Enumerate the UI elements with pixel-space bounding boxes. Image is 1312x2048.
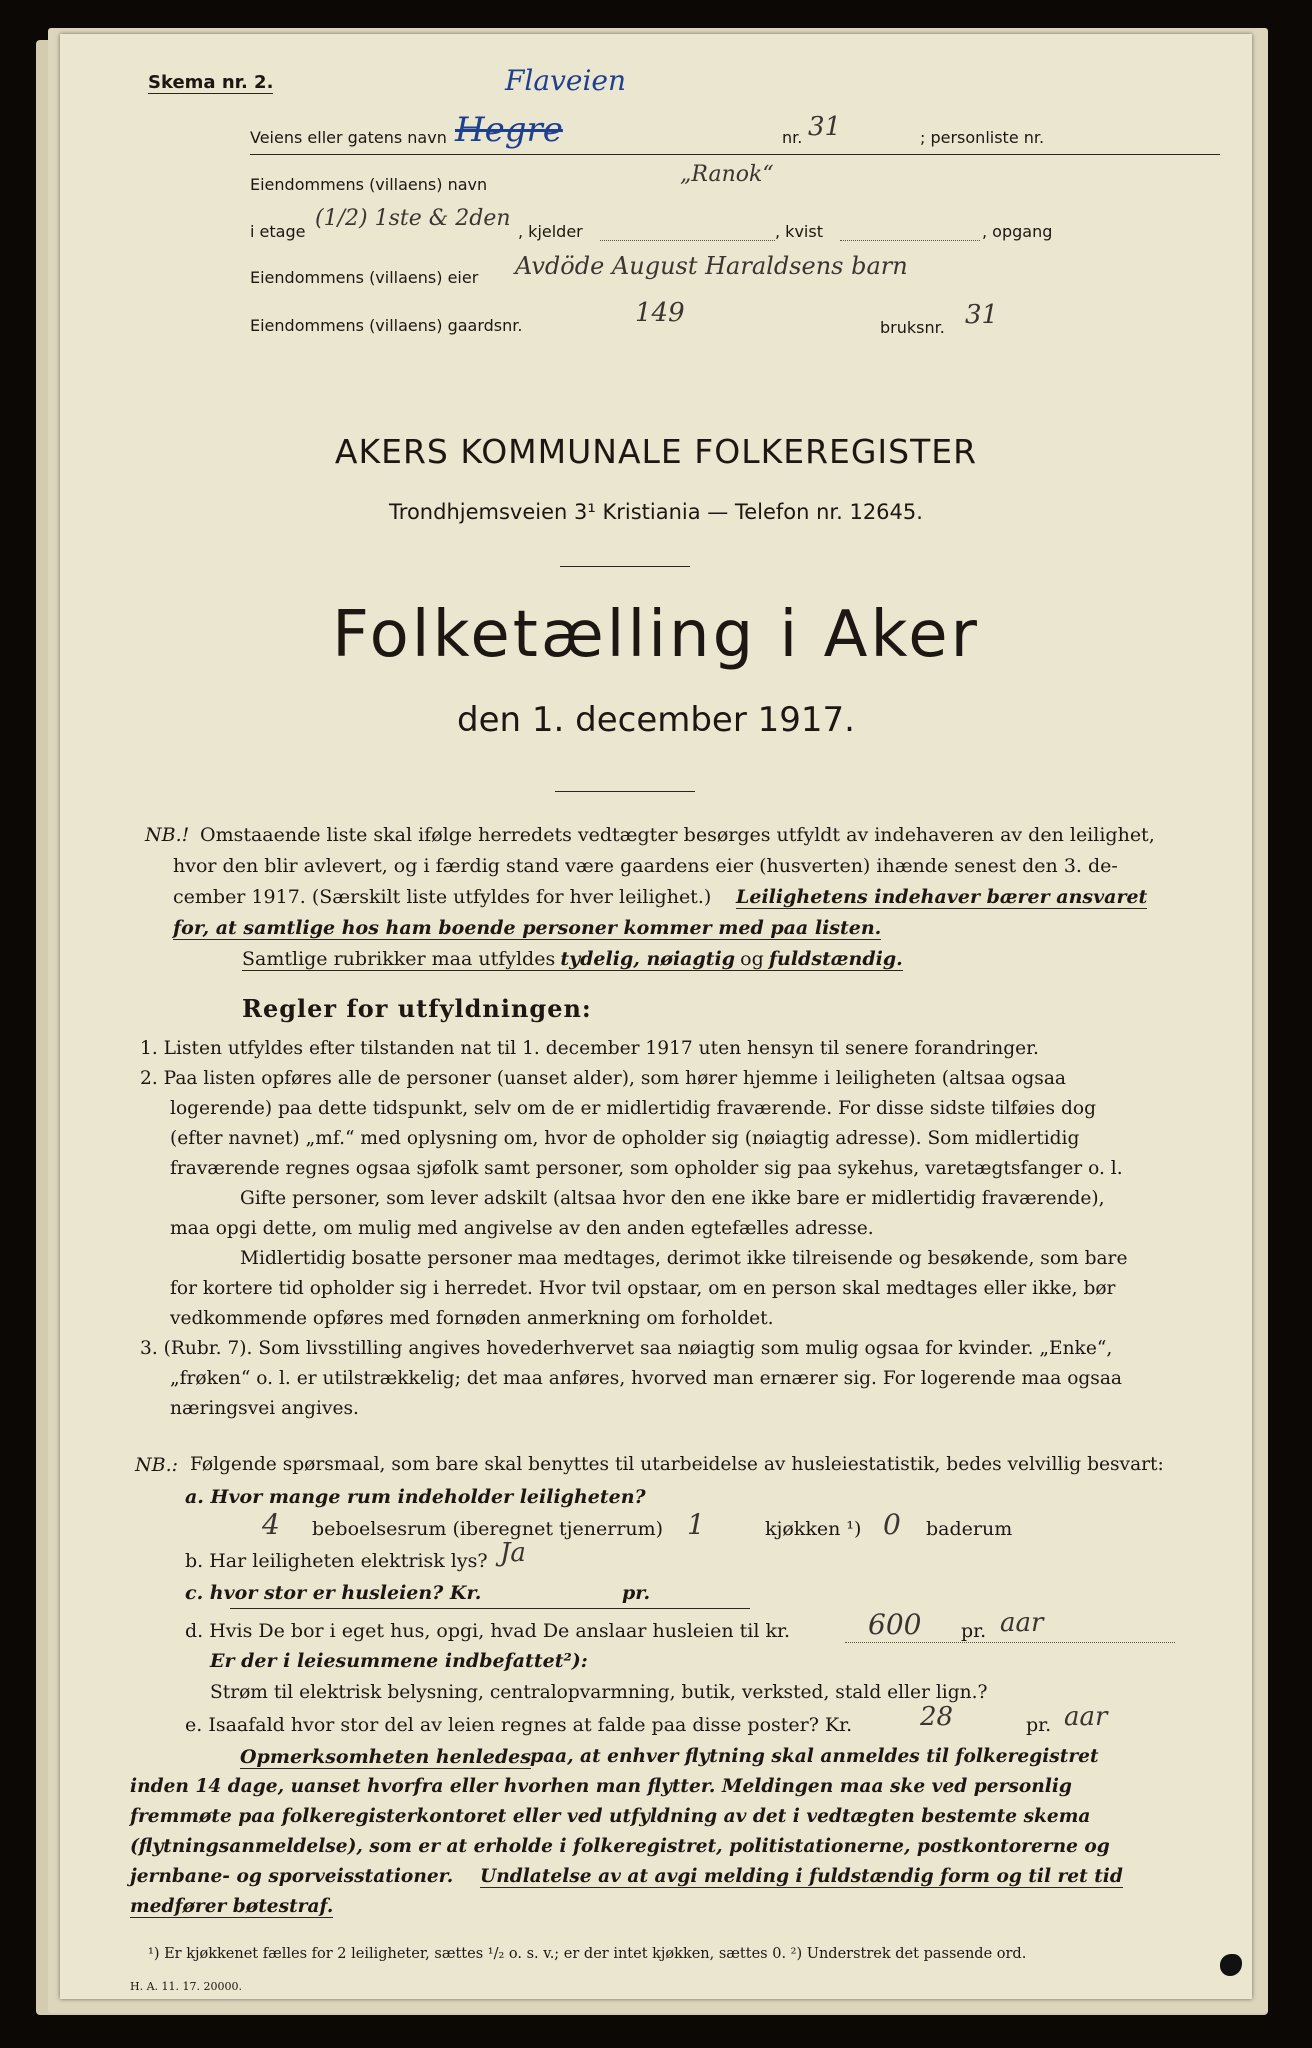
notice-2: inden 14 dage, uanset hvorfra eller hvorhen man flytter. Meldingen maa ske ved personlig: [130, 1776, 1072, 1797]
kitchen-label: kjøkken ¹): [765, 1518, 862, 1540]
nb1-line5: [242, 948, 903, 971]
question-d-sub1: Er der i leiesummene indbefattet²):: [210, 1650, 588, 1672]
rule-line: logerende) paa dette tidspunkt, selv om de er midlertidig fraværende. For disse sidste tilføies dog: [170, 1098, 1096, 1119]
personliste-label: ; personliste nr.: [920, 128, 1045, 147]
street-value-top: Flaveien: [505, 64, 627, 97]
question-c: c. hvor stor er husleien? Kr.: [185, 1582, 482, 1604]
header-rule: [250, 154, 1220, 155]
rule-line: 2. Paa listen opføres alle de personer (uanset alder), som hører hjemme i leiligheten (altsaa ogsaa: [140, 1068, 1067, 1089]
rule-line: næringsvei angives.: [170, 1398, 359, 1419]
nr-label: nr.: [782, 128, 803, 147]
divider-1: [560, 566, 690, 567]
question-e: e. Isaafald hvor stor del av leien regnes at falde paa disse poster? Kr.: [185, 1714, 853, 1736]
nb1-line1: Omstaaende liste skal ifølge herredets vedtægter besørges utfyldt av indehaveren av den leilighet,: [200, 824, 1155, 846]
nb1-line5a: Samtlige rubrikker maa utfyldes: [242, 948, 556, 970]
notice-3: fremmøte paa folkeregisterkontoret eller ved utfyldning av det i vedtægten bestemte skema: [130, 1806, 1091, 1827]
kjelder-line: [600, 240, 775, 241]
notice-4: (flytningsanmeldelse), som er at erholde i folkeregistret, politistationerne, postkontorerne og: [130, 1836, 1110, 1857]
rule-line: for kortere tid opholder sig i herredet. Hvor tvil opstaar, om en person skal medtages eller ikke, bør: [170, 1278, 1116, 1299]
utility-unit: aar: [1064, 1702, 1108, 1732]
print-code: H. A. 11. 17. 20000.: [130, 1980, 242, 1993]
divider-2: [555, 791, 695, 792]
etage-label: i etage: [250, 222, 306, 241]
notice-1b: paa, at enhver flytning skal anmeldes til folkeregistret: [530, 1746, 1099, 1767]
notice-5a: jernbane- og sporveisstationer.: [130, 1866, 454, 1887]
electric-light-value: Ja: [500, 1538, 526, 1568]
bruksnr-value: 31: [965, 300, 999, 330]
nb1-line4: for, at samtlige hos ham boende personer kommer med paa listen.: [173, 917, 882, 939]
own-house-rent-value: 600: [868, 1608, 922, 1641]
rules-heading: Regler for utfyldningen:: [242, 994, 592, 1023]
bath-label: baderum: [926, 1518, 1013, 1540]
own-house-pr-label: pr.: [961, 1620, 987, 1642]
kvist-line: [840, 240, 980, 241]
ink-blot: [1220, 1954, 1242, 1976]
nb1-line3b: Leilighetens indehaver bærer ansvaret: [736, 886, 1148, 908]
nb1-line5b: tydelig, nøiagtig: [560, 948, 736, 970]
notice-1a: Opmerksomheten henledes: [240, 1746, 531, 1768]
question-d-sub2: Strøm til elektrisk belysning, centralopvarmning, butik, verksted, stald eller lign.?: [210, 1682, 988, 1703]
utility-pr-label: pr.: [1026, 1714, 1052, 1736]
rent-pr-label: pr.: [622, 1582, 651, 1604]
census-date: den 1. december 1917.: [457, 700, 855, 740]
owner-label: Eiendommens (villaens) eier: [250, 268, 479, 287]
kitchen-value: 1: [687, 1508, 705, 1541]
rent-underline: [230, 1608, 750, 1609]
gaardsnr-value: 149: [635, 298, 685, 328]
own-house-unit: aar: [1000, 1608, 1044, 1638]
org-address: Trondhjemsveien 3¹ Kristiania — Telefon nr. 12645.: [389, 500, 923, 524]
street-label: Veiens eller gatens navn: [250, 128, 447, 147]
rule-line: 3. (Rubr. 7). Som livsstilling angives hovederhvervet saa nøiagtig som mulig ogsaa for kvinder. „Enke“,: [140, 1338, 1113, 1359]
nb1-line5c: og: [740, 948, 764, 970]
gaardsnr-label: Eiendommens (villaens) gaardsnr.: [250, 316, 523, 335]
question-a: a. Hvor mange rum indeholder leiligheten?: [185, 1486, 646, 1508]
rule-line: (efter navnet) „mf.“ med oplysning om, hvor de opholder sig (nøiagtig adresse). Som midlertidig: [170, 1128, 1080, 1149]
footnote: ¹) Er kjøkkenet fælles for 2 leiligheter, sættes ¹/₂ o. s. v.; er der intet kjøkken, sættes 0. ²) Understrek det passende ord.: [148, 1946, 1027, 1962]
nb2-intro: Følgende spørsmaal, som bare skal benyttes til utarbeidelse av husleiestatistik, bedes velvillig besvart:: [190, 1454, 1164, 1475]
property-name-value: „Ranok“: [680, 162, 774, 187]
kvist-label: , kvist: [775, 222, 823, 241]
nb2-label: NB.:: [135, 1454, 179, 1476]
question-d: d. Hvis De bor i eget hus, opgi, hvad De anslaar husleien til kr.: [185, 1620, 791, 1642]
rooms-label: beboelsesrum (iberegnet tjenerrum): [312, 1518, 664, 1540]
bath-value: 0: [883, 1508, 901, 1541]
property-name-label: Eiendommens (villaens) navn: [250, 175, 488, 194]
schema-label: Skema nr. 2.: [148, 72, 274, 93]
nb1-line2: hvor den blir avlevert, og i færdig stand være gaardens eier (husverten) ihænde senest den 3. de-: [173, 855, 1118, 877]
page-title: Folketælling i Aker: [332, 598, 980, 672]
own-house-line: [845, 1642, 1175, 1643]
census-form-page: [60, 34, 1252, 1999]
street-value-crossed: Hegre: [455, 110, 563, 150]
owner-value: Avdöde August Haraldsens barn: [515, 252, 908, 280]
etage-value: (1/2) 1ste & 2den: [315, 206, 511, 231]
question-b: b. Har leiligheten elektrisk lys?: [185, 1550, 488, 1572]
bruksnr-label: bruksnr.: [880, 318, 945, 337]
nr-value: 31: [808, 112, 842, 142]
rule-line: Gifte personer, som lever adskilt (altsaa hvor den ene ikke bare er midlertidig fraværende),: [240, 1188, 1105, 1209]
rule-line: fraværende regnes ogsaa sjøfolk samt personer, som opholder sig paa sykehus, varetægtsfanger o. l.: [170, 1158, 1123, 1179]
rule-line: maa opgi dette, om mulig med angivelse av den anden egtefælles adresse.: [170, 1218, 874, 1239]
kjelder-label: , kjelder: [518, 222, 583, 241]
rule-line: Midlertidig bosatte personer maa medtages, derimot ikke tilreisende og besøkende, som bare: [240, 1248, 1128, 1269]
rule-line: „frøken“ o. l. er utilstrækkelig; det maa anføres, hvorved man ernærer sig. For logerende maa ogsaa: [170, 1368, 1123, 1389]
opgang-label: , opgang: [982, 222, 1053, 241]
rule-line: 1. Listen utfyldes efter tilstanden nat til 1. december 1917 uten hensyn til senere forandringer.: [140, 1038, 1039, 1059]
rule-line: vedkommende opføres med fornøden anmerkning om forholdet.: [170, 1308, 774, 1329]
nb1-line3a: cember 1917. (Særskilt liste utfyldes for hver leilighet.): [173, 886, 712, 908]
nb1-label: NB.!: [145, 824, 190, 846]
rooms-value: 4: [262, 1508, 280, 1541]
notice-5b: Undlatelse av at avgi melding i fuldstændig form og til ret tid: [480, 1866, 1123, 1887]
utility-share-value: 28: [920, 1702, 954, 1732]
nb1-line5d: fuldstændig.: [768, 948, 903, 970]
notice-6: medfører bøtestraf.: [130, 1896, 334, 1917]
org-name: AKERS KOMMUNALE FOLKEREGISTER: [334, 432, 978, 471]
